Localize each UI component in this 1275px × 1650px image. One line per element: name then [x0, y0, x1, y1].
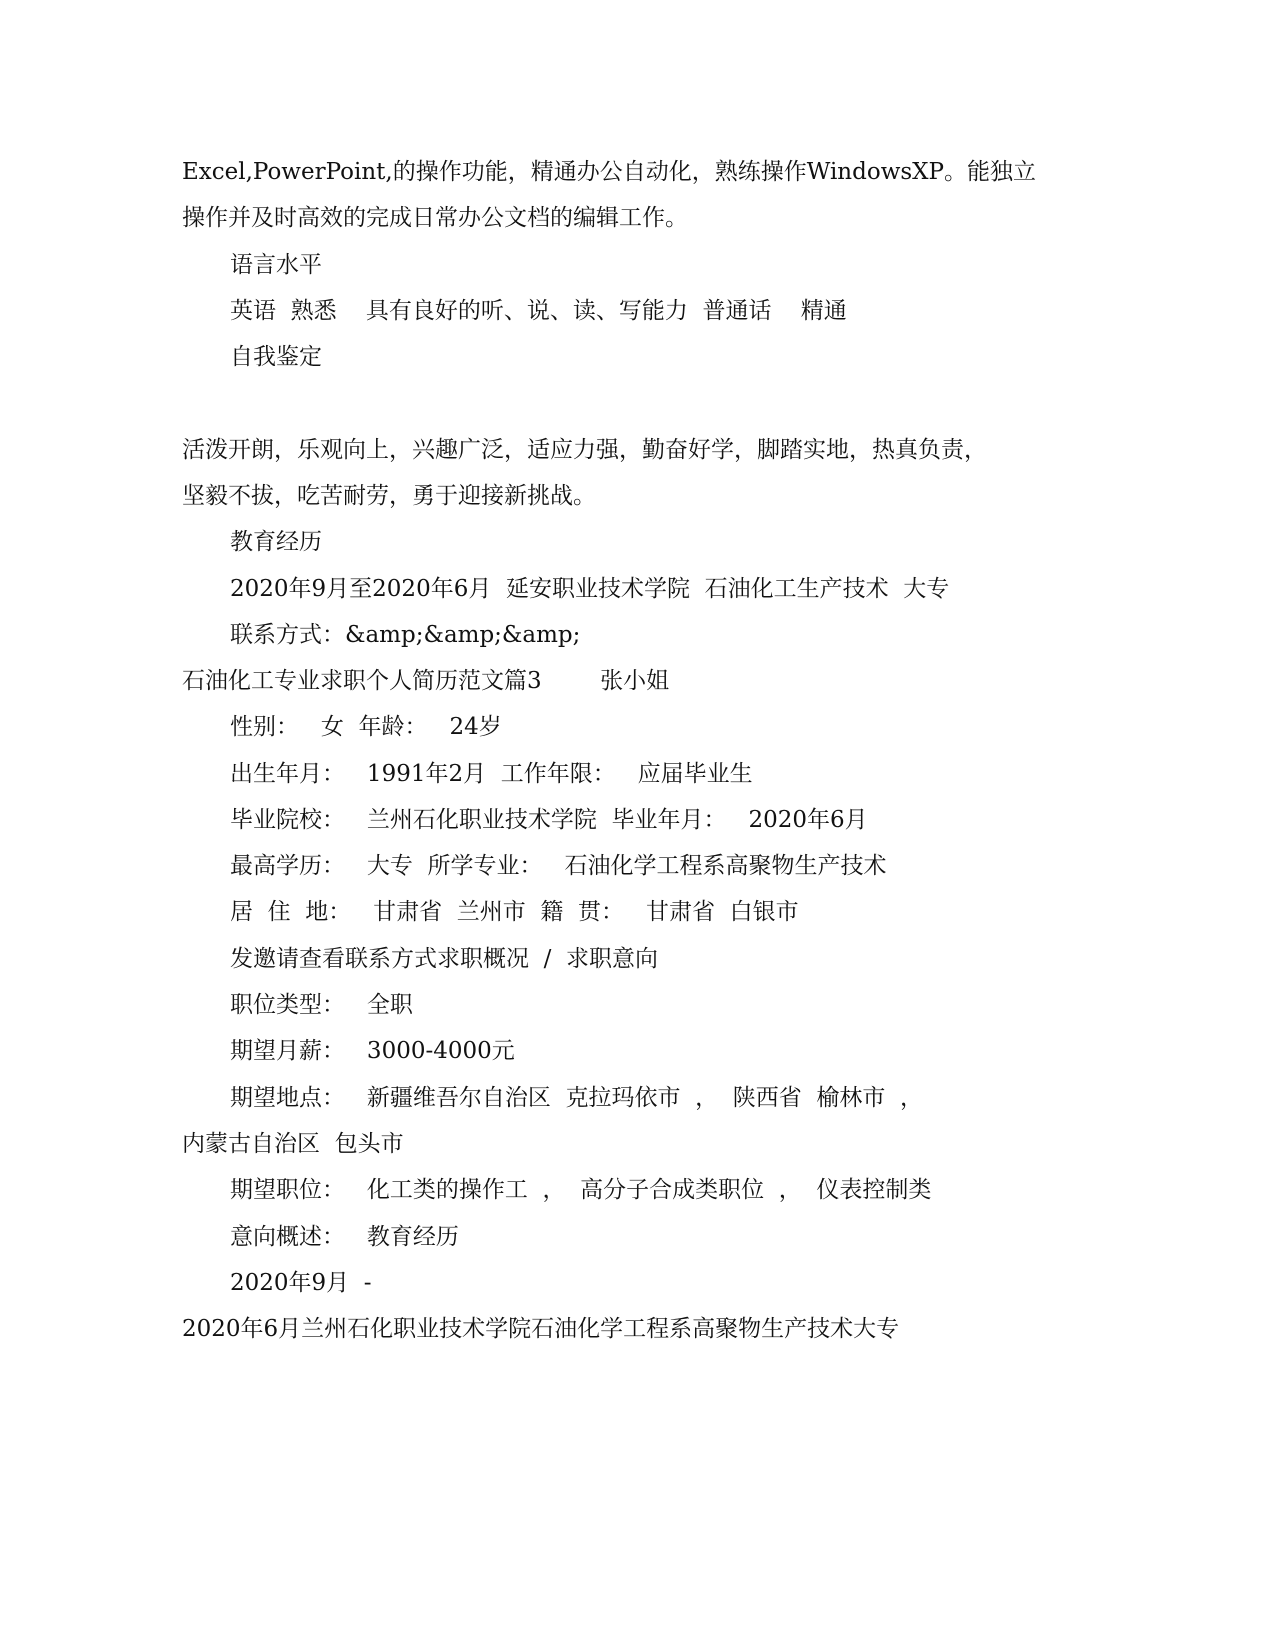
paragraph-line: Excel,PowerPoint,的操作功能，精通办公自动化，熟练操作WindowsXP。能独立	[182, 159, 1037, 185]
paragraph-line: 发邀请查看联系方式求职概况 / 求职意向	[230, 946, 658, 972]
paragraph-line: 出生年月： 1991年2月 工作年限： 应届毕业生	[230, 761, 753, 787]
paragraph-line: 毕业院校： 兰州石化职业技术学院 毕业年月： 2020年6月	[230, 807, 868, 833]
document-title: 石油化工专业求职个人简历范文篇3 张小姐	[182, 668, 670, 694]
paragraph-line: 性别： 女 年龄： 24岁	[230, 714, 502, 740]
paragraph-line: 2020年9月至2020年6月 延安职业技术学院 石油化工生产技术 大专	[230, 576, 950, 602]
paragraph-line: 期望职位： 化工类的操作工 ， 高分子合成类职位 ， 仪表控制类	[230, 1177, 932, 1203]
paragraph-line: 意向概述： 教育经历	[230, 1224, 459, 1250]
paragraph-line: 活泼开朗，乐观向上，兴趣广泛，适应力强，勤奋好学，脚踏实地，热真负责，	[182, 437, 987, 463]
paragraph-line: 操作并及时高效的完成日常办公文档的编辑工作。	[182, 205, 688, 231]
paragraph-line: 英语 熟悉 具有良好的听、说、读、写能力 普通话 精通	[230, 298, 847, 324]
section-heading: 语言水平	[230, 252, 322, 278]
paragraph-line: 2020年9月 -	[230, 1270, 372, 1296]
paragraph-line: 坚毅不拔，吃苦耐劳，勇于迎接新挑战。	[182, 483, 596, 509]
paragraph-line: 联系方式：&amp;&amp;&amp;	[230, 622, 581, 648]
paragraph-line: 期望地点： 新疆维吾尔自治区 克拉玛依市 ， 陕西省 榆林市 ，	[230, 1085, 924, 1111]
paragraph-line: 最高学历： 大专 所学专业： 石油化学工程系高聚物生产技术	[230, 853, 887, 879]
paragraph-line: 居 住 地： 甘肃省 兰州市 籍 贯： 甘肃省 白银市	[230, 899, 799, 925]
paragraph-line: 内蒙古自治区 包头市	[182, 1131, 404, 1157]
paragraph-line: 2020年6月兰州石化职业技术学院石油化学工程系高聚物生产技术大专	[182, 1316, 900, 1342]
paragraph-line: 职位类型： 全职	[230, 992, 413, 1018]
section-heading: 自我鉴定	[230, 344, 322, 370]
paragraph-line: 期望月薪： 3000-4000元	[230, 1038, 515, 1064]
section-heading: 教育经历	[230, 529, 322, 555]
